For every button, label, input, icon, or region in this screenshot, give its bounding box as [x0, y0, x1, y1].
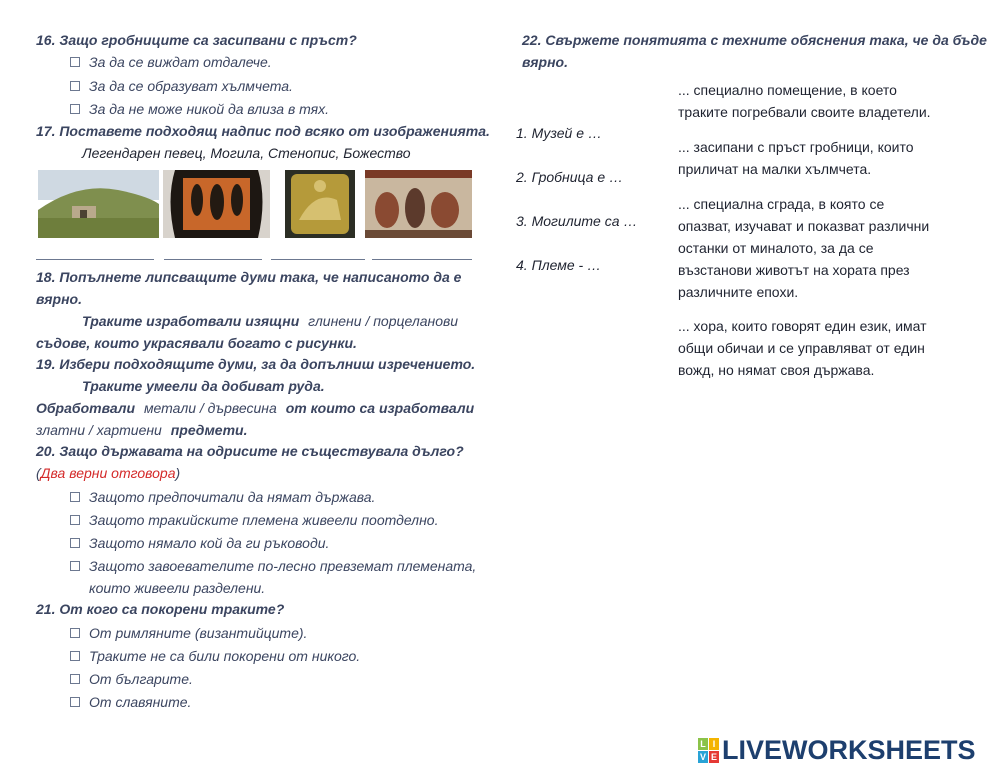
- q21-title: 21. От кого са покорени траките?: [36, 601, 285, 617]
- liveworksheets-logo-icon: L I V E: [699, 739, 717, 762]
- answer-line-3[interactable]: [271, 259, 365, 260]
- q21-option-2[interactable]: [70, 648, 80, 666]
- fresco-image: [365, 170, 472, 238]
- q21-option-2-label: Траките не са били покорени от никого.: [89, 648, 361, 664]
- q16-title: 16. Защо гробниците са засипвани с пръст?: [36, 32, 357, 48]
- answer-line-1[interactable]: [36, 259, 154, 260]
- q16-option-2[interactable]: [70, 78, 80, 96]
- q19-choice-2[interactable]: златни / хартиени: [36, 422, 162, 438]
- answer-line-2[interactable]: [164, 259, 262, 260]
- q16-option-2-label: За да се образуват хълмчета.: [89, 78, 293, 94]
- q20-hint-text: Два верни отговора: [40, 465, 176, 481]
- checkbox[interactable]: [70, 81, 80, 91]
- q22-definition-4[interactable]: ... хора, които говорят един език, имат общи обичаи и се управляват от един вожд, но нямат своя държава.: [678, 318, 927, 378]
- q22-definition-3[interactable]: ... специална сграда, в която се опазват, изучават и показват различни останки от миналото, за да се възстанови животът на хората през различните епохи.: [678, 196, 930, 300]
- q20-option-4[interactable]: [70, 558, 80, 576]
- checkbox[interactable]: [70, 697, 80, 707]
- liveworksheets-logo-text: LIVEWORKSHEETS: [722, 735, 976, 765]
- q17-title: 17. Поставете подходящ надпис под всяко от изображенията.: [36, 123, 490, 139]
- vase-image: [163, 170, 270, 238]
- q20-option-4-label-cont: които живеели разделени.: [89, 580, 266, 596]
- q20-option-4-label: Защото завоевателите по-лесно превземат племената,: [89, 558, 477, 574]
- checkbox[interactable]: [70, 561, 80, 571]
- q19-l2c: от които са изработвали: [285, 400, 475, 416]
- q21-option-1[interactable]: [70, 625, 80, 643]
- checkbox[interactable]: [70, 628, 80, 638]
- q18-title: 18. Попълнете липсващите думи така, че написаното да е: [36, 269, 462, 285]
- q16-option-1[interactable]: [70, 54, 80, 72]
- q16-option-3-label: За да не може никой да влиза в тях.: [89, 101, 330, 117]
- q16-option-3[interactable]: [70, 101, 80, 119]
- q20-option-3-label: Защото нямало кой да ги ръководи.: [89, 535, 330, 551]
- q22-definition-1[interactable]: ... специално помещение, в което траките погребвали своите владетели.: [678, 82, 931, 120]
- q22-definition-2[interactable]: ... засипани с пръст гробници, които приличат на малки хълмчета.: [678, 139, 914, 177]
- q18-sentence-line1: [82, 313, 458, 331]
- q22-term-4[interactable]: 4. Племе - …: [516, 257, 602, 273]
- q18-title-cont: вярно.: [36, 291, 82, 307]
- q21-option-4[interactable]: [70, 694, 80, 712]
- q22-title-cont: вярно.: [522, 54, 568, 70]
- q21-option-4-label: От славяните.: [89, 694, 192, 710]
- q19-line3: [36, 422, 247, 440]
- answer-line-4[interactable]: [372, 259, 472, 260]
- q20-hint: (Два верни отговора): [36, 465, 181, 481]
- checkbox[interactable]: [70, 674, 80, 684]
- q21-option-1-label: От римляните (византийците).: [89, 625, 308, 641]
- q20-option-3[interactable]: [70, 535, 80, 553]
- q20-option-2-label: Защото тракийските племена живеели поотделно.: [89, 512, 439, 528]
- q19-l3b: предмети.: [170, 422, 248, 438]
- q19-line1: Траките умеели да добиват руда.: [82, 378, 325, 394]
- q19-line2: [36, 400, 474, 418]
- checkbox[interactable]: [70, 57, 80, 67]
- q20-option-2[interactable]: [70, 512, 80, 530]
- q16-option-1-label: За да се виждат отдалече.: [89, 54, 272, 70]
- q18-sentence-line2: съдове, които украсявали богато с рисунки.: [36, 335, 357, 351]
- q19-title: 19. Избери подходящите думи, за да допълниш изречението.: [36, 356, 476, 372]
- checkbox[interactable]: [70, 515, 80, 525]
- q18-sentence-a: Траките изработвали изящни: [82, 313, 300, 329]
- q19-l2a: Обработвали: [36, 400, 136, 416]
- checkbox[interactable]: [70, 104, 80, 114]
- q20-title: 20. Защо държавата на одрисите не съществувала дълго?: [36, 443, 464, 459]
- q22-term-2[interactable]: 2. Гробница е …: [516, 169, 624, 185]
- gold-plaque-image: [285, 170, 355, 238]
- q17-word-bank: Легендарен певец, Могила, Стенопис, Божество: [82, 145, 411, 161]
- q20-option-1[interactable]: [70, 489, 80, 507]
- q21-option-3[interactable]: [70, 671, 80, 689]
- q22-term-1[interactable]: 1. Музей е …: [516, 125, 602, 141]
- q22-term-3[interactable]: 3. Могилите са …: [516, 213, 638, 229]
- checkbox[interactable]: [70, 651, 80, 661]
- checkbox[interactable]: [70, 492, 80, 502]
- q21-option-3-label: От българите.: [89, 671, 193, 687]
- mound-tomb-image: [38, 170, 159, 238]
- q18-choice[interactable]: глинени / порцеланови: [308, 313, 459, 329]
- q22-title: 22. Свържете понятията с техните обяснения така, че да бъде: [522, 32, 987, 48]
- q19-choice-1[interactable]: метали / дървесина: [143, 400, 277, 416]
- q20-option-1-label: Защото предпочитали да нямат държава.: [89, 489, 376, 505]
- checkbox[interactable]: [70, 538, 80, 548]
